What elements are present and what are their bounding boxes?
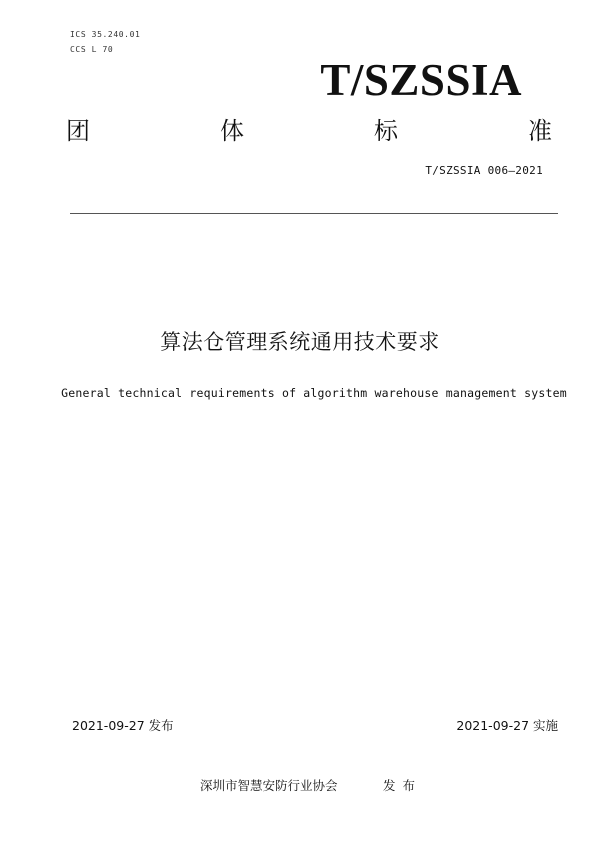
document-type-char: 准 [528, 117, 552, 145]
title-chinese: 算法仓管理系统通用技术要求 [160, 330, 440, 354]
header-divider [70, 213, 558, 214]
publisher-name: 深圳市智慧安防行业协会 [200, 778, 338, 793]
document-type-char: 标 [374, 117, 398, 145]
document-type-char: 体 [220, 117, 244, 145]
document-type [66, 116, 552, 146]
ccs-code: CCS L 70 [70, 45, 114, 54]
standard-number: T/SZSSIA 006—2021 [425, 164, 543, 177]
title-english: General technical requirements of algorithm warehouse management system [61, 386, 567, 400]
ics-code: ICS 35.240.01 [70, 30, 141, 39]
document-type-char: 团 [66, 117, 90, 145]
issue-date: 2021-09-27 发布 [72, 718, 174, 733]
effective-date: 2021-09-27 实施 [456, 718, 558, 733]
organization-code: T/SZSSIA [320, 55, 522, 105]
publish-label: 发布 [383, 778, 423, 793]
